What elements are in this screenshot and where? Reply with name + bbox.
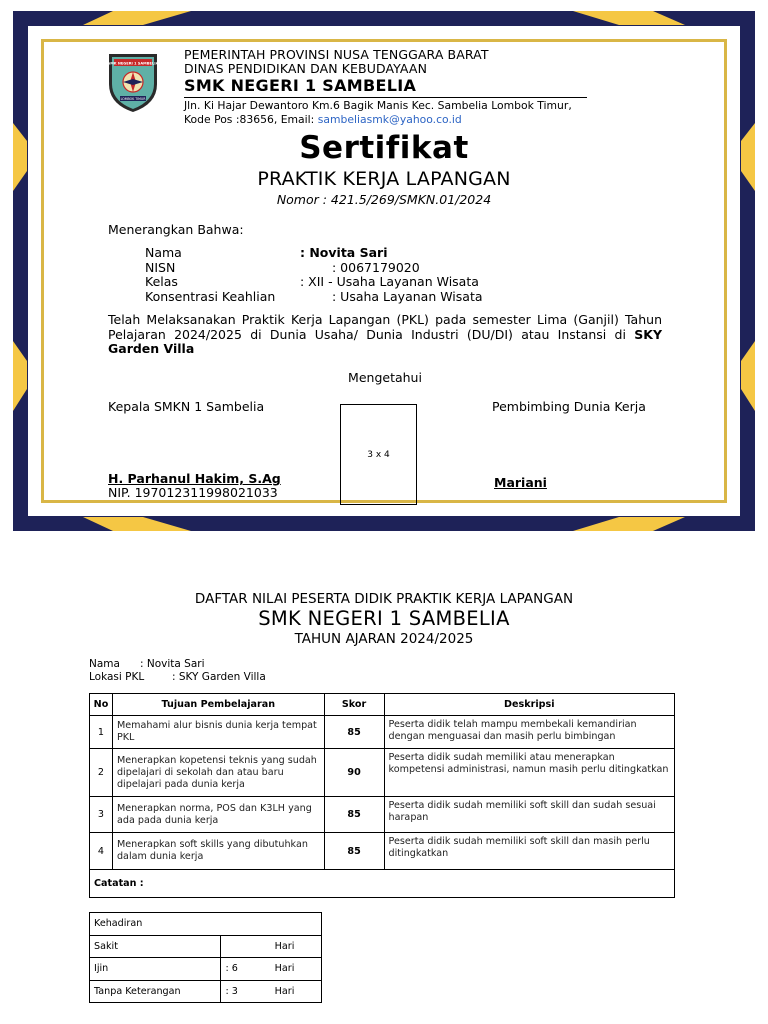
row-tujuan: Menerapkan norma, POS dan K3LH yang ada pada dunia kerja [112, 797, 324, 833]
attendance-value: : 6 [221, 958, 271, 981]
attendance-label: Tanpa Keterangan [90, 980, 221, 1003]
row-tujuan: Menerapkan kopetensi teknis yang sudah dipelajari di sekolah dan atau baru dipelajari pada dunia kerja [112, 749, 324, 797]
table-header-row [90, 694, 675, 716]
svg-text:LOMBOK TIMUR: LOMBOK TIMUR [120, 97, 146, 101]
principal-role: Kepala SMKN 1 Sambelia [108, 399, 265, 414]
attendance-header-row [90, 913, 322, 936]
attendance-row [90, 935, 322, 958]
attendance-label: Sakit [90, 935, 221, 958]
letterhead-department: DINAS PENDIDIKAN DAN KEBUDAYAAN [184, 61, 428, 76]
attendance-unit: Hari [271, 980, 322, 1003]
letterhead-address: Jln. Ki Hajar Dewantoro Km.6 Bagik Manis Kec. Sambelia Lombok Timur, Kode Pos :83656, Email: sambeliasmk@yahoo.co.id [184, 99, 572, 126]
location-value: : SKY Garden Villa [172, 671, 266, 683]
field-label: NISN [145, 259, 176, 275]
row-skor: 90 [324, 749, 384, 797]
location-label: Lokasi PKL [89, 671, 145, 683]
row-no: 4 [90, 833, 113, 870]
sheet-school: SMK NEGERI 1 SAMBELIA [258, 607, 510, 630]
principal-name: H. Parhanul Hakim, S.Ag [108, 471, 281, 486]
field-label: Kelas [145, 274, 178, 289]
sheet-year: TAHUN AJARAN 2024/2025 [294, 631, 474, 647]
table-row [90, 749, 675, 797]
table-row [90, 797, 675, 833]
certificate-number: Nomor : 421.5/269/SMKN.01/2024 [276, 192, 492, 207]
notes-label: Catatan : [90, 870, 675, 898]
attendance-row [90, 980, 322, 1003]
attendance-value: : 3 [221, 980, 271, 1003]
field-value: : Novita Sari [300, 245, 388, 260]
statement-place: SKY Garden Villa [108, 326, 662, 356]
sheet-title: DAFTAR NILAI PESERTA DIDIK PRAKTIK KERJA LAPANGAN [194, 591, 574, 607]
supervisor-role: Pembimbing Dunia Kerja [492, 399, 646, 414]
row-no: 3 [90, 797, 113, 833]
school-logo-icon [106, 48, 160, 114]
row-deskripsi: Peserta didik sudah memiliki atau menerapkan kompetensi administrasi, namun masih perlu ditingkatkan [384, 749, 674, 797]
attendance-value [221, 935, 271, 958]
field-label: Konsentrasi Keahlian [145, 288, 276, 304]
row-deskripsi: Peserta didik telah mampu membekali kemandirian dengan menguasai dan masih perlu bimbingan [384, 716, 674, 749]
photo-placeholder: 3 x 4 [340, 404, 417, 505]
row-deskripsi: Peserta didik sudah memiliki soft skill dan sudah sesuai harapan [384, 797, 674, 833]
supervisor-name: Mariani [494, 475, 547, 490]
certificate [13, 11, 755, 531]
table-row [90, 833, 675, 870]
notes-row [90, 870, 675, 898]
col-header: Deskripsi [384, 694, 674, 716]
field-value: : Usaha Layanan Wisata [332, 288, 483, 304]
row-no: 1 [90, 716, 113, 749]
field-value: : XII - Usaha Layanan Wisata [300, 274, 479, 289]
certificate-title: Sertifikat [299, 130, 469, 166]
email-link[interactable]: sambeliasmk@yahoo.co.id [317, 113, 462, 126]
col-header: Tujuan Pembelajaran [112, 694, 324, 716]
intro-text: Menerangkan Bahwa: [108, 222, 244, 237]
row-skor: 85 [324, 833, 384, 870]
statement: Telah Melaksanakan Praktik Kerja Lapangan (PKL) pada semester Lima (Ganjil) Tahun Pelajaran 2024/2025 di Dunia Usaha/ Dunia Industri (DU/DI) atau Instansi di SKY Garden Villa [108, 312, 662, 356]
table-row [90, 716, 675, 749]
attendance-unit: Hari [271, 958, 322, 981]
row-skor: 85 [324, 797, 384, 833]
row-no: 2 [90, 749, 113, 797]
certificate-page [28, 26, 740, 516]
row-skor: 85 [324, 716, 384, 749]
attendance-table [89, 912, 322, 1003]
principal-nip: NIP. 197012311998021033 [108, 485, 278, 500]
attendance-label: Ijin [90, 958, 221, 981]
name-label: Nama [89, 658, 120, 670]
svg-text:SMK NEGERI 1 SAMBELIA: SMK NEGERI 1 SAMBELIA [107, 61, 159, 66]
attendance-title: Kehadiran [90, 913, 322, 936]
location-row [89, 671, 266, 684]
letterhead-province: PEMERINTAH PROVINSI NUSA TENGGARA BARAT [184, 47, 489, 62]
attendance-unit: Hari [271, 935, 322, 958]
field-value: : 0067179020 [332, 259, 420, 275]
mengetahui-label: Mengetahui [348, 370, 422, 385]
row-tujuan: Menerapkan soft skills yang dibutuhkan dalam dunia kerja [112, 833, 324, 870]
col-header: No [90, 694, 113, 716]
name-value: : Novita Sari [140, 658, 205, 670]
col-header: Skor [324, 694, 384, 716]
student-name-row [89, 658, 205, 671]
row-deskripsi: Peserta didik sudah memiliki soft skill dan masih perlu ditingkatkan [384, 833, 674, 870]
letterhead [184, 47, 614, 126]
certificate-subtitle: PRAKTIK KERJA LAPANGAN [257, 168, 511, 190]
row-tujuan: Memahami alur bisnis dunia kerja tempat PKL [112, 716, 324, 749]
score-table [89, 693, 675, 898]
attendance-row [90, 958, 322, 981]
letterhead-school: SMK NEGERI 1 SAMBELIA [184, 76, 587, 98]
field-label: Nama [145, 245, 182, 260]
